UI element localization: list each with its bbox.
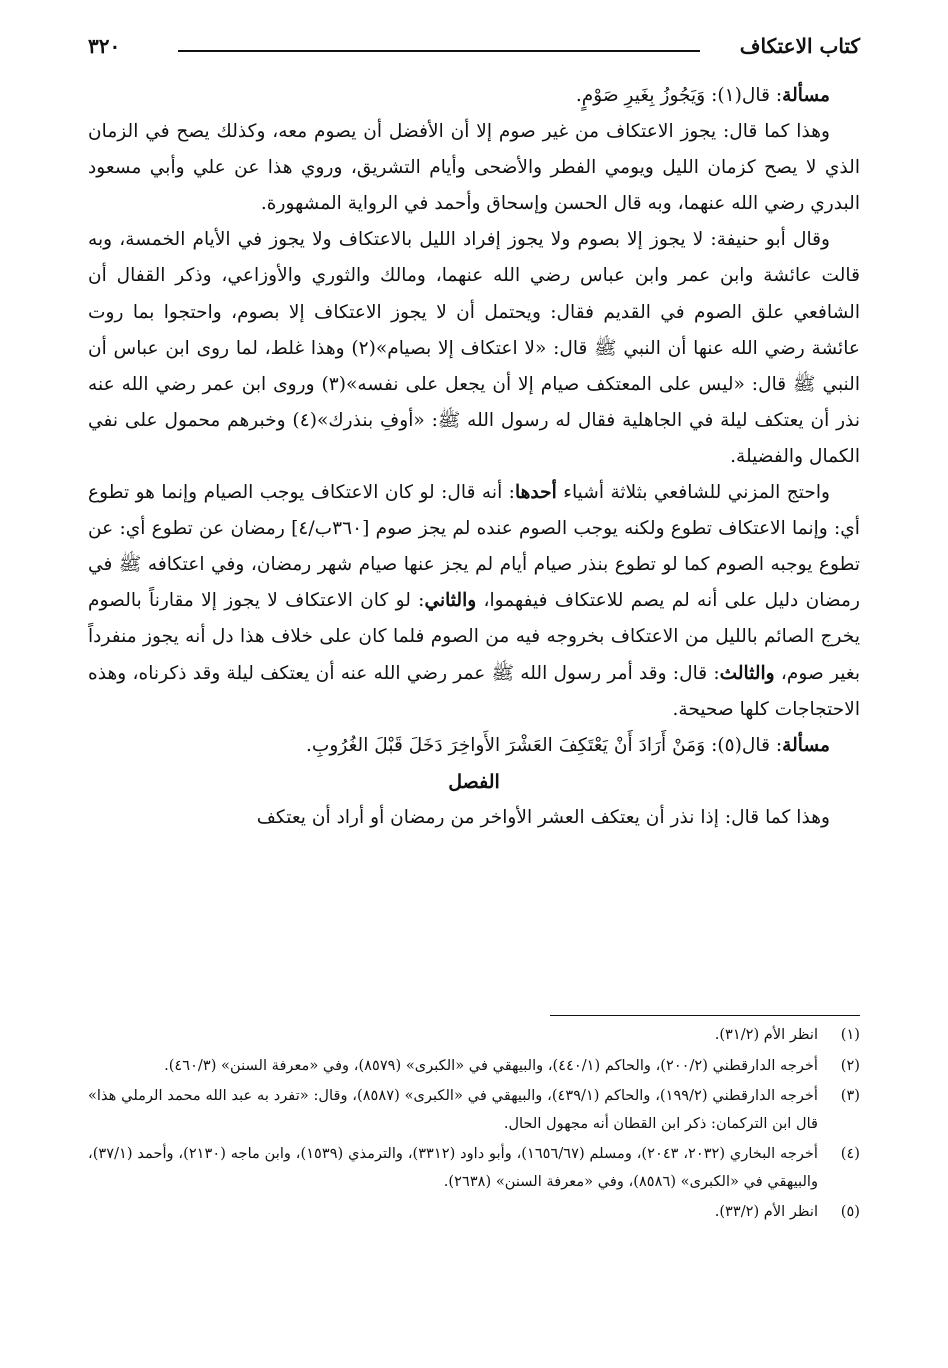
footnote-text: أخرجه الدارقطني (٢٠٠/٢)، والحاكم (٤٤٠/١)، والبيهقي في «الكبرى» (٨٥٧٩)، وفي «معرفة السنن» (٤٦٠/٣). — [164, 1056, 818, 1074]
issue-paragraph-2 — [88, 728, 860, 764]
text-run: واحتج المزني للشافعي بثلاثة أشياء — [556, 482, 830, 504]
footnotes — [88, 1021, 860, 1229]
footnote-rule — [550, 1015, 860, 1016]
paragraph — [88, 475, 860, 728]
footnote — [88, 1198, 860, 1226]
footnote-number: (٥) — [840, 1203, 860, 1220]
paragraph: وهذا كما قال: يجوز الاعتكاف من غير صوم إلا أن الأفضل أن يصوم معه، وكذلك يصح في الزمان الذي لا يصح كزمان الليل ويومي الفطر والأضحى وأيام التشريق، وروي هذا عن علي وأبي مسعود البدري رضي الله عنهما، وبه قال الحسن وإسحاق وأحمد في الرواية المشهورة. — [88, 121, 860, 215]
footnote-number: (٢) — [840, 1056, 860, 1074]
bold-term: أحدها — [514, 482, 557, 504]
bold-term: والثالث — [719, 662, 775, 684]
text-run: : لو كان الاعتكاف لا يجوز إلا مقارناً بالصوم يخرج الصائم بالليل من الاعتكاف بخروجه فيه من الصوم فلما كان على خلاف هذا دل أنه يجوز منفرداً بغير صوم، — [88, 590, 861, 684]
issue-text: : قال(١): وَيَجُوزُ بِغَيرِ صَوْمٍ. — [575, 85, 783, 106]
footnote-number: (١) — [840, 1026, 860, 1043]
footnote — [88, 1052, 860, 1080]
bold-term: والثاني — [424, 590, 477, 612]
text-run: : قال: وقد أمر رسول الله ﷺ عمر رضي الله عنه أن يعتكف ليلة وقد ذكرناه، وهذه الاحتجاجات كلها صحيحة. — [88, 662, 860, 720]
footnote — [88, 1082, 860, 1137]
issue-text: : قال(٥): وَمَنْ أَرَادَ أَنْ يَعْتَكِفَ العَشْرَ الأَواخِرَ دَخَلَ قَبْلَ الغُرُوبِ. — [305, 734, 783, 756]
footnote-text: أخرجه البخاري (٢٠٣٢، ٢٠٤٣)، ومسلم (١٦٥٦/٦٧)، وأبو داود (٣٣١٢)، والترمذي (١٥٣٩)، وابن ماجه (٢١٣٠)، وأحمد (٣٧/١)، والبيهقي في «الكبرى» (٨٥٨٦)، وفي «معرفة السنن» (٢٦٣٨). — [88, 1145, 818, 1190]
footnote — [88, 1140, 860, 1195]
footnote-text: انظر الأم (٣١/٢). — [714, 1026, 818, 1043]
issue-paragraph-1 — [88, 78, 860, 114]
issue-label: مسألة — [782, 734, 830, 756]
main-text — [88, 78, 860, 836]
chapter-title: كتاب الاعتكاف — [739, 34, 860, 58]
page-header — [88, 30, 860, 62]
paragraph: وهذا كما قال: إذا نذر أن يعتكف العشر الأواخر من رمضان أو أراد أن يعتكف — [256, 806, 830, 828]
footnote-number: (٣) — [840, 1087, 860, 1104]
page-number: ٣٢٠ — [88, 34, 121, 58]
footnote-number: (٤) — [840, 1145, 860, 1162]
footnote-text: أخرجه الدارقطني (١٩٩/٢)، والحاكم (٤٣٩/١)، والبيهقي في «الكبرى» (٨٥٨٧)، وقال: «تفرد به عبد الله محمد الرملي هذا» قال ابن التركمان: ذكر ابن القطان أنه مجهول الحال. — [88, 1087, 818, 1132]
issue-label: مسألة — [782, 85, 830, 106]
footnote — [88, 1021, 860, 1049]
footnote-text: انظر الأم (٣٣/٢). — [714, 1203, 818, 1220]
paragraph: وقال أبو حنيفة: لا يجوز إلا بصوم ولا يجوز إفراد الليل بالاعتكاف ولا يجوز في الأيام الخمسة، وبه قالت عائشة وابن عمر وابن عباس رضي الله عنهما، ومالك والثوري والأوزاعي، وذكر القفال أن الشافعي علق الصوم في القديم فقال: ويحتمل أن لا يجوز الاعتكاف إلا بصوم، واحتجوا بما روت عائشة رضي الله عنها أن النبي ﷺ قال: «لا اعتكاف إلا بصيام»(٢) وهذا غلط، لما روى ابن عباس أن النبي ﷺ قال: «ليس على المعتكف صيام إلا أن يجعل على نفسه»(٣) وروى ابن عمر رضي الله عنه نذر أن يعتكف ليلة في الجاهلية فقال له رسول الله ﷺ: «أوفِ بنذرك»(٤) وخبرهم محمول على نفي الكمال والفضيلة. — [88, 229, 860, 467]
section-heading: الفصل — [448, 770, 500, 793]
header-rule — [178, 50, 700, 52]
text-run: : أنه قال: لو كان الاعتكاف يوجب الصيام وإنما هو تطوع أي: وإنما الاعتكاف تطوع ولكنه يوجب الصوم عنده لم يجز صوم [٣٦٠ب/٤] رمضان عن تطوع أي: عن تطوع يوجبه الصوم كما لو تطوع بنذر صيام أيام لم يجز عنها صيام شهر رمضان، وفي اعتكافه ﷺ في رمضان دليل على أنه لم يصم للاعتكاف فيفهموا، — [88, 482, 860, 612]
